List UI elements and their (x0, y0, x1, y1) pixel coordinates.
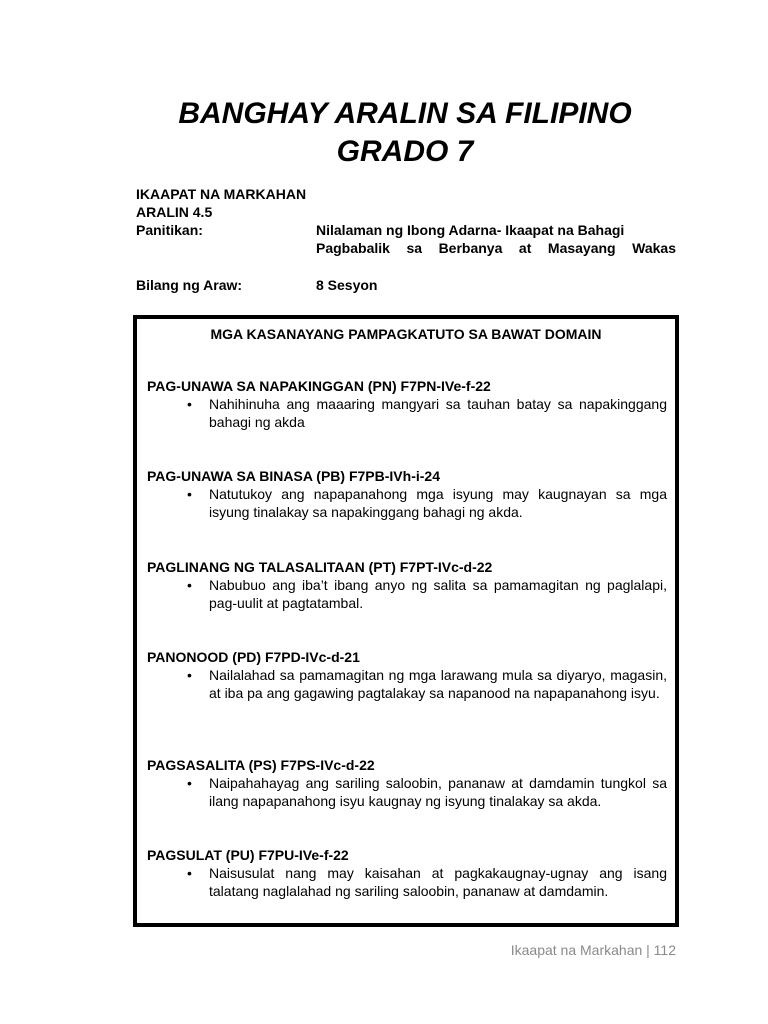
bullet-icon: • (187, 577, 192, 593)
list-item (147, 395, 667, 431)
bullet-icon: • (187, 775, 192, 791)
domain-title: PAGSASALITA (PS) F7PS-IVc-d-22 (147, 757, 375, 773)
competency-text: Nabubuo ang iba’t ibang anyo ng salita sa pamamagitan ng paglalapi, pag-uulit at pagtatambal. (209, 577, 667, 611)
page-footer: Ikaapat na Markahan | 112 (510, 942, 676, 958)
days-label: Bilang ng Araw: (136, 277, 243, 293)
domain-listening (147, 377, 667, 431)
literature-value (316, 221, 676, 257)
document-title: BANGHAY ARALIN SA FILIPINO (178, 97, 632, 130)
domain-writing (147, 846, 667, 900)
list-item (147, 666, 667, 702)
list-item (147, 864, 667, 900)
literature-value-line2: Pagbabalik sa Berbanya at Masayang Wakas (316, 240, 676, 256)
domain-title: PAG-UNAWA SA NAPAKINGGAN (PN) F7PN-IVe-f-22 (147, 378, 491, 394)
literature-label: Panitikan: (136, 222, 203, 238)
list-item (147, 774, 667, 810)
bullet-icon: • (187, 396, 192, 412)
literature-value-line1: Nilalaman ng Ibong Adarna- Ikaapat na Bahagi (316, 222, 625, 238)
days-value: 8 Sesyon (316, 277, 378, 293)
list-item (147, 485, 667, 521)
quarter-label: IKAAPAT NA MARKAHAN (136, 186, 307, 202)
domain-speaking (147, 756, 667, 810)
competency-text: Nahihinuha ang maaaring mangyari sa tauhan batay sa napakinggang bahagi ng akda (209, 396, 667, 430)
domain-vocabulary (147, 558, 667, 612)
document-subtitle-grade: GRADO 7 (336, 135, 474, 168)
competencies-box (133, 315, 679, 927)
domain-title: PAG-UNAWA SA BINASA (PB) F7PB-IVh-i-24 (147, 468, 440, 484)
competencies-heading: MGA KASANAYANG PAMPAGKATUTO SA BAWAT DOMAIN (210, 326, 602, 342)
competency-text: Naipahahayag ang sariling saloobin, pananaw at damdamin tungkol sa ilang napapanahong isyu kaugnay ng isyung tinalakay sa akda. (209, 775, 667, 809)
domain-title: PANONOOD (PD) F7PD-IVc-d-21 (147, 649, 360, 665)
domain-title: PAGLINANG NG TALASALITAAN (PT) F7PT-IVc-d-22 (147, 559, 493, 575)
domain-title: PAGSULAT (PU) F7PU-IVe-f-22 (147, 847, 349, 863)
domain-reading (147, 467, 667, 521)
bullet-icon: • (187, 486, 192, 502)
bullet-icon: • (187, 865, 192, 881)
bullet-icon: • (187, 667, 192, 683)
lesson-label: ARALIN 4.5 (136, 204, 213, 220)
list-item (147, 576, 667, 612)
domain-viewing (147, 648, 667, 702)
competency-text: Natutukoy ang napapanahong mga isyung may kaugnayan sa mga isyung tinalakay sa napakinggang bahagi ng akda. (209, 486, 667, 520)
competency-text: Naisusulat nang may kaisahan at pagkakaugnay-ugnay ang isang talatang naglalahad ng sariling saloobin, pananaw at damdamin. (209, 865, 667, 899)
competency-text: Nailalahad sa pamamagitan ng mga larawang mula sa diyaryo, magasin, at iba pa ang gagawing pagtalakay sa napanood na napapanahong isyu. (209, 667, 667, 701)
